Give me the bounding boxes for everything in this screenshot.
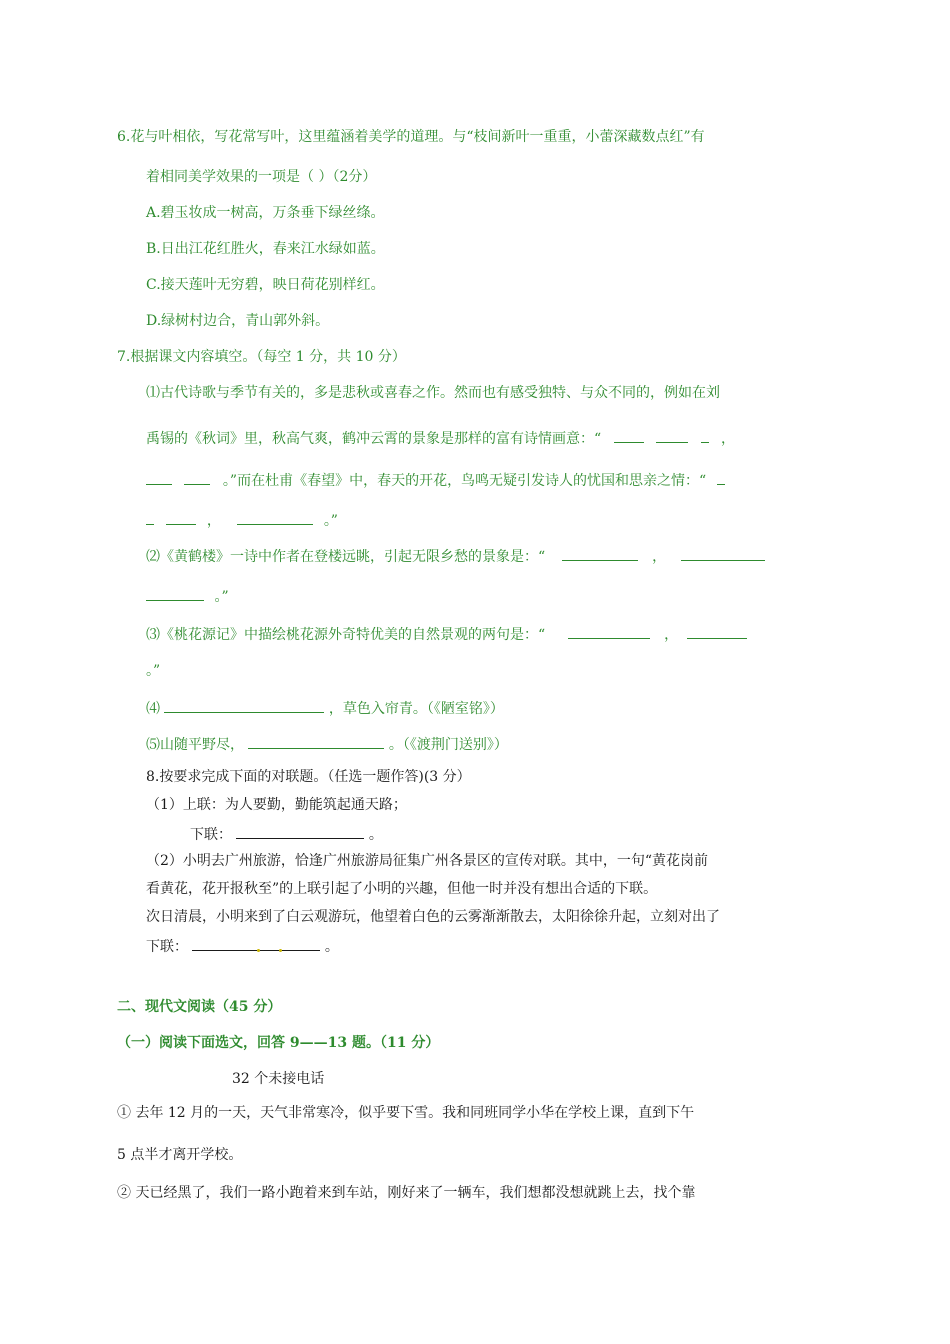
article-title: 32 个未接电话: [232, 1071, 325, 1087]
couplet-blank-1[interactable]: [236, 824, 364, 839]
blank-6[interactable]: [248, 734, 384, 749]
q8-s1-lower-label: 下联：: [190, 827, 232, 843]
q8-s2-line2: 看黄花，花开报秋至”的上联引起了小明的兴趣，但他一时并没有想出合适的下联。: [146, 881, 658, 897]
blank-4a[interactable]: [568, 624, 650, 639]
blank-3b[interactable]: [681, 546, 765, 561]
blank-5[interactable]: [164, 698, 324, 713]
q8-s2-line4-end: 。: [324, 939, 339, 955]
blank-1d[interactable]: [146, 470, 172, 485]
q7-p1-line4: [146, 510, 338, 530]
q7-p4: [146, 698, 504, 718]
q7-p4-prefix: ⑷: [146, 701, 160, 717]
q7-p5-suffix: 。（《渡荆门送别》）: [388, 737, 508, 753]
q7-p1-line3: [146, 470, 725, 490]
q8-s2-line1: （2）小明去广州旅游，恰逢广州旅游局征集广州各景区的宣传对联。其中，一句“黄花岗前: [146, 853, 709, 869]
blank-2d[interactable]: [237, 510, 313, 525]
mark-dot: [279, 949, 282, 952]
q7-p1-line2: [146, 428, 735, 448]
q7-p2-text: ⑵《黄鹤楼》一诗中作者在登楼远眺，引起无限乡愁的景象是：“: [146, 549, 546, 565]
q7-p1-line3-text: 。”而在杜甫《春望》中，春天的开花，鸟鸣无疑引发诗人的忧国和思亲之情：“: [222, 473, 707, 489]
q8-s2-line3: 次日清晨，小明来到了白云观游玩，他望着白色的云雾渐渐散去，太阳徐徐升起，立刻对出了: [146, 909, 720, 925]
q7-p2-line1: [146, 546, 765, 566]
q8-s2-line4-label: 下联：: [146, 939, 188, 955]
blank-2a[interactable]: [717, 470, 725, 485]
section2-heading: 二、现代文阅读（45 分）: [117, 999, 282, 1015]
blank-1b[interactable]: [656, 428, 688, 443]
q7-p3-line1: [146, 624, 747, 644]
q7-p3-text: ⑶《桃花源记》中描绘桃花源外奇特优美的自然景观的两句是：“: [146, 627, 546, 643]
q8-s1-lower-end: 。: [368, 827, 383, 843]
q8-title: 8.按要求完成下面的对联题。（任选一题作答)(3 分）: [146, 769, 471, 785]
q7-p1-line2-comma: ，: [720, 431, 735, 447]
q7-p2-end: 。”: [214, 589, 229, 605]
q6-option-a: A.碧玉妆成一树高，万条垂下绿丝绦。: [146, 205, 385, 221]
q7-p2-line2: [146, 586, 229, 606]
blank-1c[interactable]: [701, 428, 709, 443]
blank-2b[interactable]: [146, 510, 154, 525]
q7-p1-line4-end: 。”: [323, 513, 338, 529]
para1-line1: ① 去年 12 月的一天，天气非常寒冷，似乎要下雪。我和同班同学小华在学校上课，直到下午: [117, 1105, 695, 1121]
q7-p4-suffix: ，草色入帘青。（《陋室铭》）: [328, 701, 504, 717]
blank-1a[interactable]: [614, 428, 644, 443]
blank-2c[interactable]: [166, 510, 196, 525]
q6-option-c: C.接天莲叶无穷碧，映日荷花别样红。: [146, 277, 385, 293]
q8-s1-upper: （1）上联：为人要勤，勤能筑起通天路；: [146, 797, 407, 813]
blank-1e[interactable]: [184, 470, 210, 485]
q7-p1-line1: ⑴古代诗歌与季节有关的，多是悲秋或喜春之作。然而也有感受独特、与众不同的，例如在刘: [146, 385, 720, 401]
q7-p2-comma: ，: [652, 549, 667, 565]
q6-line1: 6.花与叶相依，写花常写叶，这里蕴涵着美学的道理。与“枝间新叶一重重，小蕾深藏数点红”有: [117, 129, 705, 145]
q7-p5-prefix: ⑸山随平野尽，: [146, 737, 244, 753]
q8-s2-line4: [146, 936, 339, 956]
q7-p1-line4-comma: ，: [206, 513, 221, 529]
q6-option-d: D.绿树村边合，青山郭外斜。: [146, 313, 330, 329]
blank-3a[interactable]: [562, 546, 638, 561]
q8-s1-lower: [190, 824, 383, 844]
q7-p1-line2-text: 禹锡的《秋词》里，秋高气爽，鹤冲云霄的景象是那样的富有诗情画意：“: [146, 431, 602, 447]
q6-line2: 着相同美学效果的一项是（ ）（2分）: [146, 169, 377, 185]
section2-sub-heading: （一）阅读下面选文，回答 9——13 题。（11 分）: [117, 1035, 440, 1051]
q7-p3-comma: ，: [664, 627, 679, 643]
blank-3c[interactable]: [146, 586, 204, 601]
q7-p3-line2: 。”: [146, 663, 161, 679]
q6-option-b: B.日出江花红胜火，春来江水绿如蓝。: [146, 241, 385, 257]
blank-4b[interactable]: [687, 624, 747, 639]
para1-line2: 5 点半才离开学校。: [117, 1147, 243, 1163]
couplet-blank-2[interactable]: [192, 936, 320, 951]
para2-line1: ② 天已经黑了，我们一路小跑着来到车站，刚好来了一辆车，我们想都没想就跳上去，找个靠: [117, 1185, 696, 1201]
q7-p5: [146, 734, 508, 754]
mark-dot: [257, 949, 260, 952]
q7-title: 7.根据课文内容填空。（每空 1 分，共 10 分）: [117, 349, 406, 365]
